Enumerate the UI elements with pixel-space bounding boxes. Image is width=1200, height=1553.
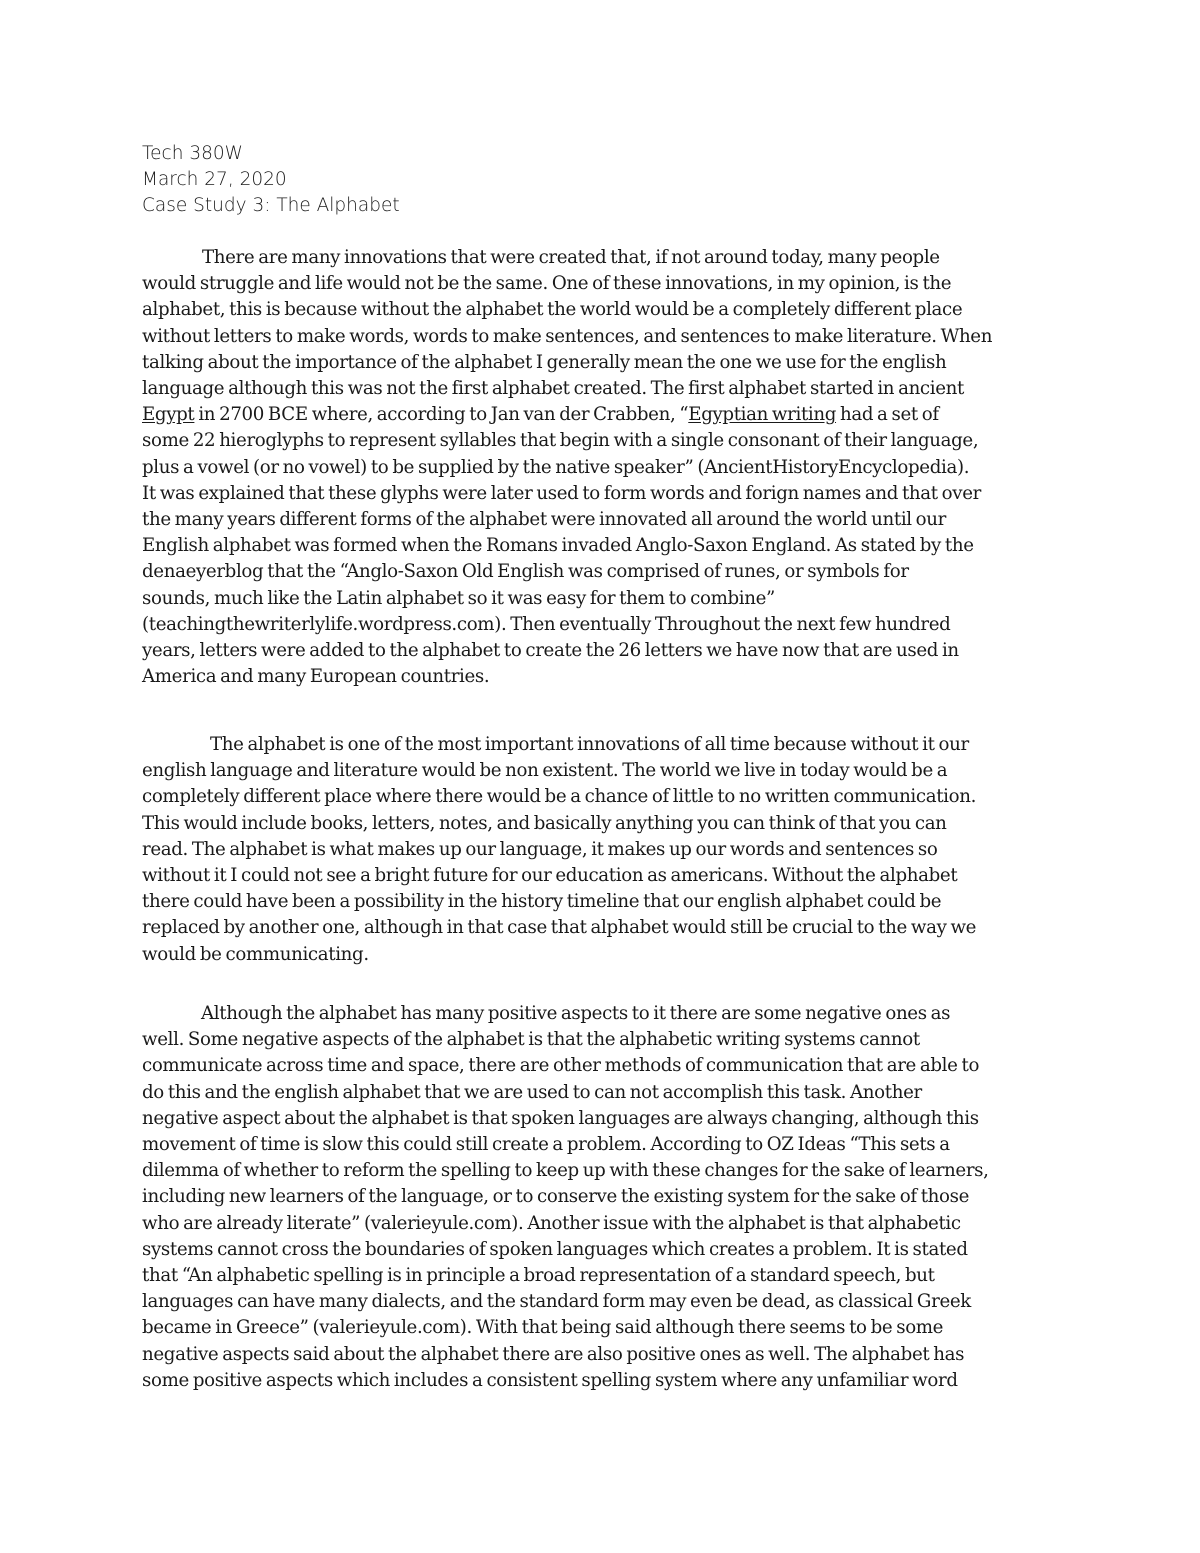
text-segment: negative aspects said about the alphabet there are also positive ones as well. The alphabet has — [142, 1343, 965, 1365]
text-line — [142, 915, 1058, 941]
text-line — [142, 1106, 1058, 1132]
text-segment: There are many innovations that were created that, if not around today, many people — [202, 247, 940, 268]
text-segment: (teachingthewriterlylife.wordpress.com). Then eventually Throughout the next few hundred — [142, 613, 951, 635]
text-segment: read. The alphabet is what makes up our language, it makes up our words and sentences so — [142, 838, 938, 860]
text-segment: the many years different forms of the alphabet were innovated all around the world until our — [142, 509, 946, 531]
text-line — [142, 586, 1058, 612]
text-segment: plus a vowel (or no vowel) to be supplied by the native speaker” (AncientHistoryEncyclopedia). — [142, 456, 970, 478]
text-line — [142, 784, 1058, 810]
text-segment: Although the alphabet has many positive aspects to it there are some negative ones as — [201, 1003, 951, 1024]
text-line — [142, 1315, 1058, 1341]
text-segment: completely different place where there would be a chance of little to no written communication. — [142, 786, 977, 808]
text-line — [142, 1263, 1058, 1289]
text-line — [142, 245, 1058, 271]
text-line — [142, 1289, 1058, 1315]
text-line — [142, 1211, 1058, 1237]
text-line — [142, 402, 1058, 428]
text-line — [142, 1053, 1058, 1079]
text-line — [142, 1027, 1058, 1053]
text-segment: became in Greece” (valerieyule.com). With that being said although there seems to be some — [142, 1317, 944, 1339]
text-line — [142, 455, 1058, 481]
text-line — [142, 428, 1058, 454]
document-header — [142, 141, 400, 219]
text-line — [142, 837, 1058, 863]
text-line — [142, 758, 1058, 784]
paragraph-1 — [142, 245, 1058, 690]
text-segment: years, letters were added to the alphabet to create the 26 letters we have now that are used in — [142, 640, 959, 662]
text-line — [142, 1368, 1058, 1394]
text-line — [142, 559, 1058, 585]
text-line — [142, 297, 1058, 323]
text-segment: including new learners of the language, or to conserve the existing system for the sake of those — [142, 1186, 970, 1208]
text-segment: alphabet, this is because without the alphabet the world would be a completely different place — [142, 299, 963, 321]
text-segment: well. Some negative aspects of the alphabet is that the alphabetic writing systems cannot — [142, 1029, 920, 1051]
text-segment: would struggle and life would not be the same. One of these innovations, in my opinion, is the — [142, 273, 952, 295]
text-segment: This would include books, letters, notes, and basically anything you can think of that you can — [142, 812, 947, 834]
text-segment: America and many European countries. — [142, 666, 490, 688]
document-title: Case Study 3: The Alphabet — [142, 195, 400, 216]
text-segment: communicate across time and space, there are other methods of communication that are able to — [142, 1055, 980, 1077]
text-line — [142, 1132, 1058, 1158]
text-segment: sounds, much like the Latin alphabet so it was easy for them to combine” — [142, 587, 775, 609]
text-segment: do this and the english alphabet that we are used to can not accomplish this task. Another — [142, 1081, 922, 1103]
paragraph-3 — [142, 1001, 1058, 1394]
text-line — [142, 1237, 1058, 1263]
text-segment: English alphabet was formed when the Romans invaded Anglo-Saxon England. As stated by the — [142, 535, 974, 557]
text-line — [142, 811, 1058, 837]
text-line — [142, 1158, 1058, 1184]
text-segment: languages can have many dialects, and the standard form may even be dead, as classical Greek — [142, 1291, 971, 1313]
course-label: Tech 380W — [142, 143, 243, 164]
text-segment: some positive aspects which includes a consistent spelling system where any unfamiliar word — [142, 1369, 958, 1391]
text-segment: some 22 hieroglyphs to represent syllables that begin with a single consonant of their language, — [142, 430, 979, 452]
text-line — [142, 863, 1058, 889]
text-segment: without letters to make words, words to make sentences, and sentences to make literature. When — [142, 325, 993, 347]
text-segment: systems cannot cross the boundaries of spoken languages which creates a problem. It is stated — [142, 1238, 968, 1260]
text-segment: who are already literate” (valerieyule.com). Another issue with the alphabet is that alphabetic — [142, 1212, 961, 1234]
text-segment: replaced by another one, although in that case that alphabet would still be crucial to the way we — [142, 917, 977, 939]
text-segment: that “An alphabetic spelling is in principle a broad representation of a standard speech, but — [142, 1265, 935, 1287]
text-segment: there could have been a possibility in the history timeline that our english alphabet could be — [142, 891, 942, 913]
text-line — [142, 1184, 1058, 1210]
text-line — [142, 638, 1058, 664]
text-line — [142, 324, 1058, 350]
text-segment: talking about the importance of the alphabet I generally mean the one we use for the english — [142, 351, 947, 373]
text-line — [142, 732, 1058, 758]
text-line — [142, 942, 1058, 968]
text-line — [142, 889, 1058, 915]
text-line — [142, 533, 1058, 559]
text-line — [142, 612, 1058, 638]
text-segment: negative aspect about the alphabet is that spoken languages are always changing, although this — [142, 1107, 979, 1129]
text-segment: language although this was not the first alphabet created. The first alphabet started in ancient — [142, 378, 964, 400]
text-line — [142, 664, 1058, 690]
text-line — [142, 1080, 1058, 1106]
text-segment: It was explained that these glyphs were later used to form words and forign names and that over — [142, 482, 981, 504]
text-line — [142, 481, 1058, 507]
text-segment: had a set of — [836, 404, 939, 426]
text-segment: The alphabet is one of the most important innovations of all time because without it our — [210, 734, 969, 755]
text-segment: dilemma of whether to reform the spelling to keep up with these changes for the sake of learners, — [142, 1160, 989, 1182]
text-line — [142, 376, 1058, 402]
date-label: March 27, 2020 — [142, 169, 287, 190]
underlined-term: Egyptian writing — [688, 404, 837, 426]
text-line — [142, 507, 1058, 533]
text-line — [142, 1001, 1058, 1027]
text-segment: without it I could not see a bright future for our education as americans. Without the alphabet — [142, 865, 958, 887]
text-line — [142, 271, 1058, 297]
text-line — [142, 1342, 1058, 1368]
text-segment: in 2700 BCE where, according to Jan van der Crabben, “ — [194, 404, 689, 426]
text-segment: would be communicating. — [142, 943, 369, 965]
text-segment: movement of time is slow this could still create a problem. According to OZ Ideas “This sets a — [142, 1134, 950, 1156]
text-segment: denaeyerblog that the “Anglo-Saxon Old English was comprised of runes, or symbols for — [142, 561, 909, 583]
underlined-term: Egypt — [142, 404, 195, 426]
paragraph-2 — [142, 732, 1058, 968]
text-segment: english language and literature would be non existent. The world we live in today would be a — [142, 760, 948, 782]
text-line — [142, 350, 1058, 376]
